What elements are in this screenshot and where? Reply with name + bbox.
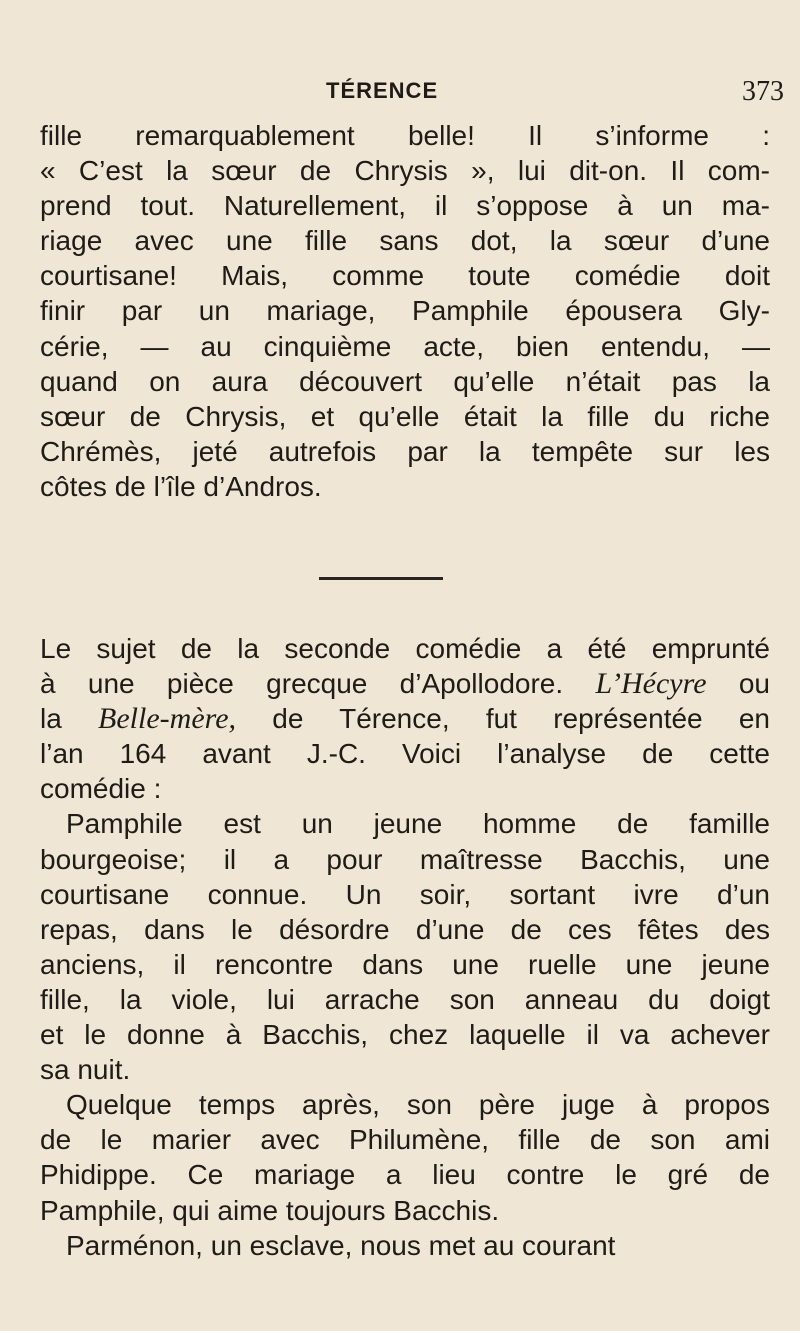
section-divider (319, 577, 443, 580)
play-title-hecyre: L’Hécyre (595, 667, 707, 701)
text-line: fille remarquablement belle! Il s’informe : (40, 120, 770, 151)
text-line: côtes de l’île d’Andros. (40, 470, 322, 502)
text-line: sœur de Chrysis, et qu’elle était la fille du riche (40, 400, 770, 432)
text-segment: la (40, 703, 99, 735)
text-line: fille, la viole, lui arrache son anneau du doigt (40, 983, 770, 1015)
text-segment: à une pièce grecque d’Apollodore. (40, 668, 596, 700)
play-title-belle-mere: Belle-mère, (98, 702, 237, 736)
text-line: de le marier avec Philumène, fille de son ami (40, 1124, 770, 1156)
text-line: Le sujet de la seconde comédie a été emprunté (40, 633, 770, 664)
text-segment: ou (706, 668, 770, 700)
text-line (40, 701, 770, 736)
text-line: courtisane connue. Un soir, sortant ivre d’un (40, 878, 770, 910)
text-line: prend tout. Naturellement, il s’oppose à un ma- (40, 190, 770, 222)
text-line: Phidippe. Ce mariage a lieu contre le gré de (40, 1159, 770, 1191)
text-segment: de Térence, fut représentée en (236, 703, 770, 735)
text-line: courtisane! Mais, comme toute comédie doit (40, 260, 770, 292)
text-line: l’an 164 avant J.-C. Voici l’analyse de cette (40, 738, 770, 770)
paragraph-1 (40, 118, 770, 504)
text-line: cérie, — au cinquième acte, bien entendu, — (40, 330, 770, 362)
text-line (40, 666, 770, 701)
text-line: Pamphile, qui aime toujours Bacchis. (40, 1194, 500, 1226)
page-header (0, 76, 800, 116)
text-line: bourgeoise; il a pour maîtresse Bacchis, une (40, 843, 770, 875)
page-number: 373 (742, 76, 784, 107)
text-line: et le donne à Bacchis, chez laquelle il va achever (40, 1019, 770, 1051)
text-line: sa nuit. (40, 1054, 131, 1086)
text-line: riage avec une fille sans dot, la sœur d’une (40, 225, 770, 257)
text-line: finir par un mariage, Pamphile épousera Gly- (40, 295, 770, 327)
text-line: quand on aura découvert qu’elle n’était pas la (40, 365, 770, 397)
text-line: anciens, il rencontre dans une ruelle une jeune (40, 948, 770, 980)
text-line: Quelque temps après, son père juge à propos (66, 1089, 770, 1121)
running-head: TÉRENCE (326, 78, 439, 103)
text-line: Pamphile est un jeune homme de famille (66, 808, 770, 840)
text-line: repas, dans le désordre d’une de ces fêtes des (40, 913, 770, 945)
paragraph-2 (40, 631, 770, 1263)
text-line: Chrémès, jeté autrefois par la tempête sur les (40, 435, 770, 467)
text-line: comédie : (40, 773, 162, 805)
text-line: Parménon, un esclave, nous met au courant (66, 1229, 616, 1261)
text-line: « C’est la sœur de Chrysis », lui dit-on. Il com- (40, 155, 770, 187)
